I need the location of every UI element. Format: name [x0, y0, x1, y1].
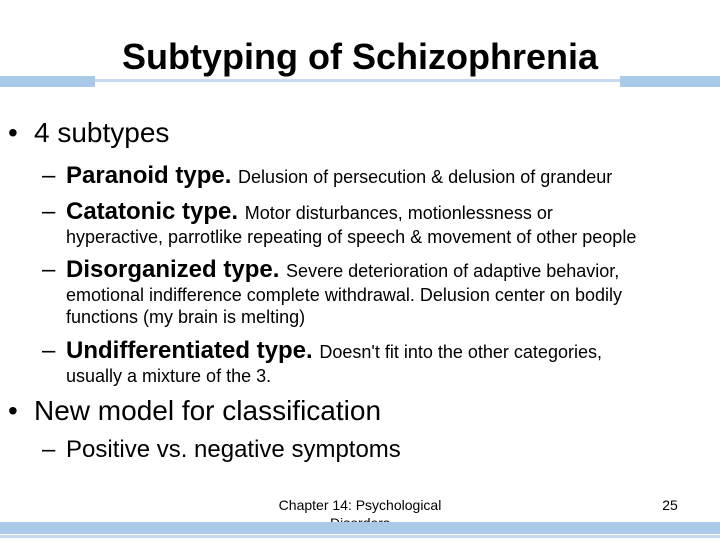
- subtype-name: Undifferentiated type.: [66, 337, 313, 364]
- dash-marker: –: [42, 256, 56, 283]
- subtype-undifferentiated: [42, 337, 602, 366]
- subtype-catatonic: [42, 198, 553, 227]
- subtype-name: Catatonic type.: [66, 198, 239, 225]
- footer-accent-line: [0, 535, 720, 538]
- title-accent-line: [95, 79, 620, 82]
- bullet-marker: •: [8, 117, 18, 148]
- bullet-subtypes: [8, 117, 169, 149]
- title-accent-bar-right: [620, 76, 720, 87]
- footer-line-1: Chapter 14: Psychological: [278, 497, 442, 513]
- bullet-text: New model for classification: [34, 395, 382, 426]
- bullet-new-model: [8, 395, 381, 427]
- title-accent-bar-left: [0, 76, 95, 87]
- dash-marker: –: [42, 162, 56, 189]
- page-number: 25: [662, 497, 678, 513]
- dash-marker: –: [42, 436, 56, 463]
- subtype-description-continued: hyperactive, parrotlike repeating of speech & movement of other people: [66, 227, 637, 247]
- subtype-disorganized: [42, 256, 619, 285]
- dash-marker: –: [42, 198, 56, 225]
- subtype-description-continued: emotional indifference complete withdrawal. Delusion center on bodily: [66, 285, 622, 305]
- footer-accent-bar: [0, 522, 720, 534]
- subtype-description: Doesn't fit into the other categories,: [319, 342, 602, 362]
- subtype-name: Paranoid type.: [66, 162, 232, 189]
- model-subpoint-text: Positive vs. negative symptoms: [66, 436, 401, 463]
- subtype-name: Disorganized type.: [66, 256, 280, 283]
- subtype-description: Motor disturbances, motionlessness or: [244, 203, 553, 223]
- subtype-description: Severe deterioration of adaptive behavior,: [286, 261, 620, 281]
- bullet-text: 4 subtypes: [34, 117, 170, 148]
- subtype-description-continued: functions (my brain is melting): [66, 307, 306, 327]
- slide-title: Subtyping of Schizophrenia: [122, 36, 598, 77]
- bullet-marker: •: [8, 395, 18, 426]
- subtype-description-continued: usually a mixture of the 3.: [66, 366, 272, 386]
- subtype-paranoid: [42, 162, 612, 191]
- dash-marker: –: [42, 337, 56, 364]
- subtype-description: Delusion of persecution & delusion of grandeur: [238, 167, 613, 187]
- model-subpoint: [42, 436, 401, 464]
